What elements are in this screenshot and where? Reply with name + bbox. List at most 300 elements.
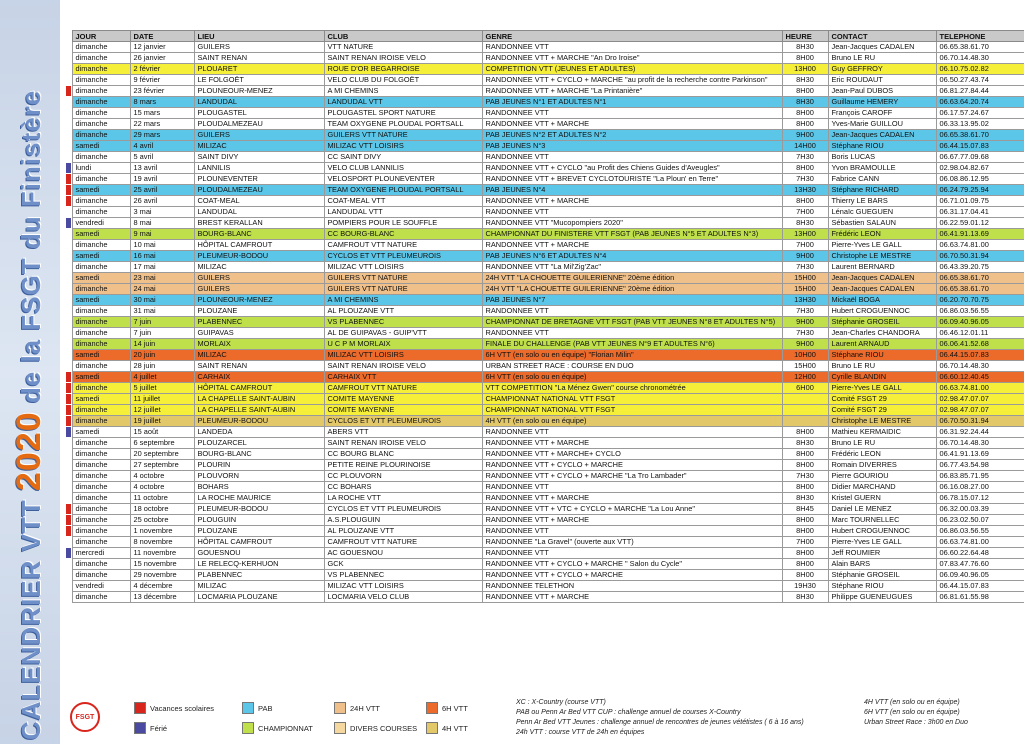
cell-club: CAMFROUT VTT NATURE	[324, 240, 482, 251]
cell-contact: Lénaïc GUEGUEN	[828, 207, 936, 218]
cell-contact: Christophe LE MESTRE	[828, 416, 936, 427]
marker-bar	[66, 372, 71, 382]
swatch-vacances	[134, 702, 146, 714]
cell-heure: 8H00	[782, 449, 828, 460]
marker-none	[64, 328, 72, 339]
table-row	[64, 438, 1024, 449]
table-row	[64, 306, 1024, 317]
marker-bar	[66, 570, 71, 580]
legend-divers: DIVERS COURSES	[334, 722, 417, 734]
marker-none	[64, 152, 72, 163]
cell-contact: Laurent ARNAUD	[828, 339, 936, 350]
cell-date: 29 novembre	[130, 570, 194, 581]
cell-jour: dimanche	[72, 515, 130, 526]
cell-date: 17 mai	[130, 262, 194, 273]
cell-date: 12 juillet	[130, 405, 194, 416]
cell-club: AL PLOUZANE VTT	[324, 306, 482, 317]
cell-date: 20 septembre	[130, 449, 194, 460]
cell-heure: 8H00	[782, 108, 828, 119]
cell-date: 26 avril	[130, 196, 194, 207]
cell-tel: 06.10.75.02.82	[936, 64, 1024, 75]
cell-club: COMITE MAYENNE	[324, 405, 482, 416]
cell-lieu: MILIZAC	[194, 350, 324, 361]
cell-contact: Guillaume HEMERY	[828, 97, 936, 108]
cell-club: VELO CLUB LANNILIS	[324, 163, 482, 174]
cell-tel: 06.06.41.52.68	[936, 339, 1024, 350]
cell-tel: 06.44.15.07.83	[936, 141, 1024, 152]
cell-club: SAINT RENAN IROISE VELO	[324, 361, 482, 372]
cell-lieu: BOURG-BLANC	[194, 229, 324, 240]
cell-heure: 7H30	[782, 471, 828, 482]
marker-none	[64, 119, 72, 130]
marker-bar	[66, 548, 71, 558]
cell-heure: 7H30	[782, 174, 828, 185]
title-year: 2020	[10, 411, 48, 491]
cell-jour: samedi	[72, 295, 130, 306]
cell-club: TEAM OXYGENE PLOUDAL PORTSALL	[324, 119, 482, 130]
cell-club: CYCLOS ET VTT PLEUMEUROIS	[324, 504, 482, 515]
marker-bar	[66, 581, 71, 591]
marker-bar	[66, 460, 71, 470]
cell-club: VS PLABENNEC	[324, 570, 482, 581]
cell-jour: dimanche	[72, 471, 130, 482]
cell-heure: 8H00	[782, 163, 828, 174]
cell-club: CAMFROUT VTT NATURE	[324, 383, 482, 394]
table-row	[64, 295, 1024, 306]
cell-tel: 06.50.27.43.74	[936, 75, 1024, 86]
cell-genre: RANDONNEE VTT	[482, 526, 782, 537]
cell-lieu: COAT-MEAL	[194, 196, 324, 207]
marker-none	[64, 284, 72, 295]
sidebar-title-banner	[0, 0, 60, 744]
cell-contact: Jean-Paul DUBOS	[828, 86, 936, 97]
marker-vacances	[64, 86, 72, 97]
cell-club: COAT-MEAL VTT	[324, 196, 482, 207]
cell-genre: RANDONNEE VTT + MARCHE	[482, 515, 782, 526]
cell-tel: 06.17.57.24.67	[936, 108, 1024, 119]
cell-contact: Jean-Charles CHANDORA	[828, 328, 936, 339]
cell-lieu: LA CHAPELLE SAINT-AUBIN	[194, 394, 324, 405]
cell-genre: RANDONNEE VTT	[482, 306, 782, 317]
marker-bar	[66, 350, 71, 360]
marker-bar	[66, 229, 71, 239]
cell-contact: Comité FSGT 29	[828, 405, 936, 416]
table-body	[64, 42, 1024, 603]
legend-6h: 6H VTT	[426, 702, 468, 714]
cell-tel: 02.98.47.07.07	[936, 405, 1024, 416]
cell-club: ABERS VTT	[324, 427, 482, 438]
cell-lieu: BREST KERALLAN	[194, 218, 324, 229]
cell-genre: RANDONNEE VTT + MARCHE "An Dro Iroise"	[482, 53, 782, 64]
cell-contact: Jean-Jacques CADALEN	[828, 130, 936, 141]
cell-tel: 06.83.85.71.95	[936, 471, 1024, 482]
cell-jour: dimanche	[72, 460, 130, 471]
table-row	[64, 416, 1024, 427]
table-row	[64, 482, 1024, 493]
cell-contact: Thierry LE BARS	[828, 196, 936, 207]
marker-bar	[66, 471, 71, 481]
cell-genre: 6H VTT (en solo ou en équipe)	[482, 372, 782, 383]
cell-jour: samedi	[72, 273, 130, 284]
cell-tel: 06.77.43.54.98	[936, 460, 1024, 471]
header-heure: HEURE	[782, 31, 828, 42]
cell-date: 6 septembre	[130, 438, 194, 449]
cell-jour: dimanche	[72, 339, 130, 350]
cell-club: CC BOURG BLANC	[324, 449, 482, 460]
marker-vacances	[64, 504, 72, 515]
cell-jour: dimanche	[72, 526, 130, 537]
cell-jour: dimanche	[72, 284, 130, 295]
cell-date: 24 mai	[130, 284, 194, 295]
cell-heure: 8H45	[782, 504, 828, 515]
cell-jour: dimanche	[72, 383, 130, 394]
marker-none	[64, 339, 72, 350]
cell-lieu: MILIZAC	[194, 581, 324, 592]
header-lieu: LIEU	[194, 31, 324, 42]
cell-jour: dimanche	[72, 196, 130, 207]
table-row	[64, 240, 1024, 251]
cell-lieu: BOURG-BLANC	[194, 449, 324, 460]
cell-genre: RANDONNEE VTT + CYCLO + MARCHE "La Tro Lambader"	[482, 471, 782, 482]
swatch-4h	[426, 722, 438, 734]
table-row	[64, 328, 1024, 339]
cell-heure: 7H30	[782, 262, 828, 273]
cell-heure	[782, 405, 828, 416]
table-row	[64, 493, 1024, 504]
cell-tel: 06.32.00.03.39	[936, 504, 1024, 515]
cell-genre: PAB JEUNES N°3	[482, 141, 782, 152]
cell-genre: RANDONNEE VTT + MARCHE+ CYCLO	[482, 449, 782, 460]
marker-none	[64, 273, 72, 284]
cell-tel: 06.78.15.07.12	[936, 493, 1024, 504]
cell-genre: RANDONNEE VTT "Mucopompiers 2020"	[482, 218, 782, 229]
cell-genre: RANDONNEE VTT + MARCHE	[482, 119, 782, 130]
cell-lieu: MILIZAC	[194, 141, 324, 152]
cell-tel: 06.44.15.07.83	[936, 350, 1024, 361]
marker-vacances	[64, 174, 72, 185]
cell-contact: Romain DIVERRES	[828, 460, 936, 471]
cell-date: 14 juin	[130, 339, 194, 350]
cell-heure: 8H00	[782, 526, 828, 537]
cell-jour: vendredi	[72, 581, 130, 592]
cell-heure: 19H30	[782, 581, 828, 592]
cell-contact: Pierre-Yves LE GALL	[828, 537, 936, 548]
cell-contact: Frédéric LEON	[828, 449, 936, 460]
table-row	[64, 185, 1024, 196]
marker-bar	[66, 174, 71, 184]
cell-contact: Hubert CROGUENNOC	[828, 306, 936, 317]
table-row	[64, 262, 1024, 273]
cell-genre: URBAN STREET RACE : COURSE EN DUO	[482, 361, 782, 372]
cell-lieu: CARHAIX	[194, 372, 324, 383]
table-row	[64, 372, 1024, 383]
marker-none	[64, 460, 72, 471]
table-row	[64, 163, 1024, 174]
cell-heure: 13H00	[782, 64, 828, 75]
cell-date: 5 juillet	[130, 383, 194, 394]
cell-genre: RANDONNEE TELETHON	[482, 581, 782, 592]
cell-date: 23 février	[130, 86, 194, 97]
cell-jour: dimanche	[72, 361, 130, 372]
cell-club: AL PLOUZANE VTT	[324, 526, 482, 537]
cell-date: 5 avril	[130, 152, 194, 163]
cell-club: VELOSPORT PLOUNEVENTER	[324, 174, 482, 185]
marker-vacances	[64, 383, 72, 394]
cell-club: VELO CLUB DU FOLGOËT	[324, 75, 482, 86]
marker-none	[64, 361, 72, 372]
marker-bar	[66, 493, 71, 503]
cell-lieu: PLOUARET	[194, 64, 324, 75]
marker-none	[64, 350, 72, 361]
marker-none	[64, 97, 72, 108]
table-row	[64, 196, 1024, 207]
cell-contact: Yvon BRAMOULLE	[828, 163, 936, 174]
marker-ferie	[64, 427, 72, 438]
cell-genre: RANDONNEE VTT	[482, 482, 782, 493]
marker-bar	[66, 526, 71, 536]
cell-genre: RANDONNEE VTT + CYCLO "au Profit des Chiens Guides d'Aveugles"	[482, 163, 782, 174]
cell-tel: 06.43.39.20.75	[936, 262, 1024, 273]
cell-heure: 7H30	[782, 152, 828, 163]
table-row	[64, 361, 1024, 372]
cell-tel: 06.86.03.56.55	[936, 306, 1024, 317]
cell-heure: 8H30	[782, 218, 828, 229]
cell-contact: Yves-Marie GUILLOU	[828, 119, 936, 130]
swatch-24h	[334, 702, 346, 714]
cell-tel: 06.60.12.40.45	[936, 372, 1024, 383]
cell-club: A.S.PLOUGUIN	[324, 515, 482, 526]
cell-tel: 06.41.91.13.69	[936, 449, 1024, 460]
cell-jour: dimanche	[72, 108, 130, 119]
marker-bar	[66, 53, 71, 63]
cell-contact: Stéphane RIOU	[828, 350, 936, 361]
cell-jour: dimanche	[72, 306, 130, 317]
marker-bar	[66, 295, 71, 305]
cell-date: 9 février	[130, 75, 194, 86]
table-row	[64, 383, 1024, 394]
table-row	[64, 526, 1024, 537]
marker-bar	[66, 42, 71, 52]
table-row	[64, 460, 1024, 471]
cell-date: 2 février	[130, 64, 194, 75]
cell-tel: 06.63.74.81.00	[936, 537, 1024, 548]
cell-lieu: MILIZAC	[194, 262, 324, 273]
cell-jour: dimanche	[72, 207, 130, 218]
cell-lieu: SAINT DIVY	[194, 152, 324, 163]
cell-lieu: HÔPITAL CAMFROUT	[194, 537, 324, 548]
marker-none	[64, 108, 72, 119]
cell-date: 11 juillet	[130, 394, 194, 405]
cell-tel: 06.70.50.31.94	[936, 251, 1024, 262]
cell-heure: 15H00	[782, 273, 828, 284]
cell-jour: dimanche	[72, 64, 130, 75]
cell-club: LANDUDAL VTT	[324, 97, 482, 108]
cell-heure: 7H00	[782, 537, 828, 548]
cell-contact: Mathieu KERMAIDIC	[828, 427, 936, 438]
table-header	[64, 31, 1024, 42]
cell-heure: 9H00	[782, 130, 828, 141]
marker-bar	[66, 251, 71, 261]
table-row	[64, 218, 1024, 229]
cell-date: 29 mars	[130, 130, 194, 141]
cell-heure: 8H00	[782, 482, 828, 493]
cell-genre: 24H VTT "LA CHOUETTE GUILERIENNE" 20ème édition	[482, 284, 782, 295]
marker-bar	[66, 108, 71, 118]
cell-date: 15 novembre	[130, 559, 194, 570]
cell-date: 3 mai	[130, 207, 194, 218]
cell-date: 26 janvier	[130, 53, 194, 64]
cell-club: CYCLOS ET VTT PLEUMEUROIS	[324, 416, 482, 427]
marker-vacances	[64, 196, 72, 207]
cell-genre: CHAMPIONNAT NATIONAL VTT FSGT	[482, 394, 782, 405]
cell-heure: 9H00	[782, 317, 828, 328]
cell-heure: 12H00	[782, 372, 828, 383]
table-row	[64, 548, 1024, 559]
cell-tel: 06.70.14.48.30	[936, 438, 1024, 449]
cell-club: ROUE D'OR BEGARROISE	[324, 64, 482, 75]
cell-club: A MI CHEMINS	[324, 295, 482, 306]
notes-left: XC : X-Country (course VTT) PAB ou Penn Ar Bed VTT CUP : challenge annuel de courses X-Country Penn Ar Bed VTT Jeunes : challenge annuel de rencontres de jeunes vététistes ( 6 à 16 ans) 24h VTT : course VTT de 24h en équipes	[516, 699, 804, 736]
table-row	[64, 339, 1024, 350]
cell-club: MILIZAC VTT LOISIRS	[324, 262, 482, 273]
cell-genre: RANDONNEE VTT + MARCHE "La Printanière"	[482, 86, 782, 97]
cell-date: 22 mars	[130, 119, 194, 130]
cell-date: 4 décembre	[130, 581, 194, 592]
legend-4h: 4H VTT	[426, 722, 468, 734]
marker-none	[64, 317, 72, 328]
cell-club: VTT NATURE	[324, 42, 482, 53]
marker-bar	[66, 75, 71, 85]
table-row	[64, 449, 1024, 460]
cell-lieu: LANDEDA	[194, 427, 324, 438]
cell-lieu: GUILERS	[194, 284, 324, 295]
table-row	[64, 130, 1024, 141]
cell-jour: samedi	[72, 350, 130, 361]
marker-vacances	[64, 185, 72, 196]
marker-none	[64, 53, 72, 64]
cell-date: 27 septembre	[130, 460, 194, 471]
cell-jour: samedi	[72, 141, 130, 152]
cell-heure: 13H30	[782, 295, 828, 306]
cell-genre: RANDONNEE VTT	[482, 427, 782, 438]
marker-none	[64, 559, 72, 570]
cell-genre: PAB JEUNES N°6 ET ADULTES N°4	[482, 251, 782, 262]
cell-jour: dimanche	[72, 317, 130, 328]
cell-club: POMPIERS POUR LE SOUFFLE	[324, 218, 482, 229]
cell-genre: RANDONNEE VTT + MARCHE	[482, 196, 782, 207]
cell-genre: RANDONNEE VTT	[482, 328, 782, 339]
cell-club: VS PLABENNEC	[324, 317, 482, 328]
marker-none	[64, 251, 72, 262]
cell-genre: CHAMPIONNAT NATIONAL VTT FSGT	[482, 405, 782, 416]
table-row	[64, 350, 1024, 361]
fsgt-logo: FSGT	[70, 702, 100, 732]
notes-right: 4H VTT (en solo ou en équipe) 6H VTT (en solo ou en équipe) Urban Street Race : 3h00 en Duo	[864, 699, 968, 726]
cell-jour: dimanche	[72, 438, 130, 449]
cell-contact: Philippe GUENEUGUES	[828, 592, 936, 603]
cell-lieu: PLOUDALMEZEAU	[194, 119, 324, 130]
cell-jour: dimanche	[72, 504, 130, 515]
marker-bar	[66, 328, 71, 338]
cell-jour: dimanche	[72, 97, 130, 108]
cell-heure: 7H30	[782, 328, 828, 339]
marker-bar	[66, 86, 71, 96]
cell-date: 7 juin	[130, 317, 194, 328]
marker-bar	[66, 427, 71, 437]
cell-date: 9 mai	[130, 229, 194, 240]
marker-none	[64, 592, 72, 603]
cell-lieu: LOCMARIA PLOUZANE	[194, 592, 324, 603]
table-row	[64, 75, 1024, 86]
marker-vacances	[64, 515, 72, 526]
cell-heure: 8H00	[782, 559, 828, 570]
cell-lieu: PLOUZARCEL	[194, 438, 324, 449]
cell-date: 25 octobre	[130, 515, 194, 526]
cell-lieu: PLOUVORN	[194, 471, 324, 482]
cell-heure: 8H00	[782, 86, 828, 97]
cell-contact: Bruno LE RU	[828, 361, 936, 372]
cell-genre: PAB JEUNES N°7	[482, 295, 782, 306]
cell-tel: 06.65.38.61.70	[936, 273, 1024, 284]
cell-club: PETITE REINE PLOURINOISE	[324, 460, 482, 471]
cell-contact: Pierre-Yves LE GALL	[828, 240, 936, 251]
marker-bar	[66, 163, 71, 173]
marker-bar	[66, 317, 71, 327]
cell-tel: 06.60.22.64.48	[936, 548, 1024, 559]
marker-bar	[66, 64, 71, 74]
cell-tel: 06.63.74.81.00	[936, 240, 1024, 251]
header-jour: JOUR	[72, 31, 130, 42]
cell-date: 25 avril	[130, 185, 194, 196]
cell-date: 19 juillet	[130, 416, 194, 427]
table-row	[64, 537, 1024, 548]
marker-bar	[66, 449, 71, 459]
cell-club: AC GOUESNOU	[324, 548, 482, 559]
marker-ferie	[64, 548, 72, 559]
marker-bar	[66, 405, 71, 415]
cell-jour: dimanche	[72, 482, 130, 493]
table-row	[64, 581, 1024, 592]
cell-club: GCK	[324, 559, 482, 570]
cell-genre: CHAMPIONNAT DU FINISTERE VTT FSGT (PAB JEUNES N°5 ET ADULTES N°3)	[482, 229, 782, 240]
cell-genre: PAB JEUNES N°4	[482, 185, 782, 196]
marker-none	[64, 471, 72, 482]
cell-contact: François CAROFF	[828, 108, 936, 119]
cell-jour: dimanche	[72, 240, 130, 251]
table-row	[64, 592, 1024, 603]
cell-contact: Jean-Jacques CADALEN	[828, 273, 936, 284]
table-row	[64, 273, 1024, 284]
cell-lieu: PLEUMEUR-BODOU	[194, 416, 324, 427]
cell-club: CARHAIX VTT	[324, 372, 482, 383]
cell-jour: samedi	[72, 372, 130, 383]
cell-contact: Jeff ROUMIER	[828, 548, 936, 559]
marker-bar	[66, 482, 71, 492]
marker-none	[64, 262, 72, 273]
cell-date: 19 avril	[130, 174, 194, 185]
cell-lieu: BOHARS	[194, 482, 324, 493]
cell-club: CYCLOS ET VTT PLEUMEUROIS	[324, 251, 482, 262]
table-row	[64, 53, 1024, 64]
cell-club: SAINT RENAN IROISE VELO	[324, 438, 482, 449]
cell-heure: 15H00	[782, 284, 828, 295]
cell-club: GUILERS VTT NATURE	[324, 284, 482, 295]
cell-lieu: HÔPITAL CAMFROUT	[194, 240, 324, 251]
cell-genre: 6H VTT (en solo ou en équipe) "Florian Milin"	[482, 350, 782, 361]
header-club: CLUB	[324, 31, 482, 42]
marker-bar	[66, 515, 71, 525]
cell-jour: samedi	[72, 185, 130, 196]
